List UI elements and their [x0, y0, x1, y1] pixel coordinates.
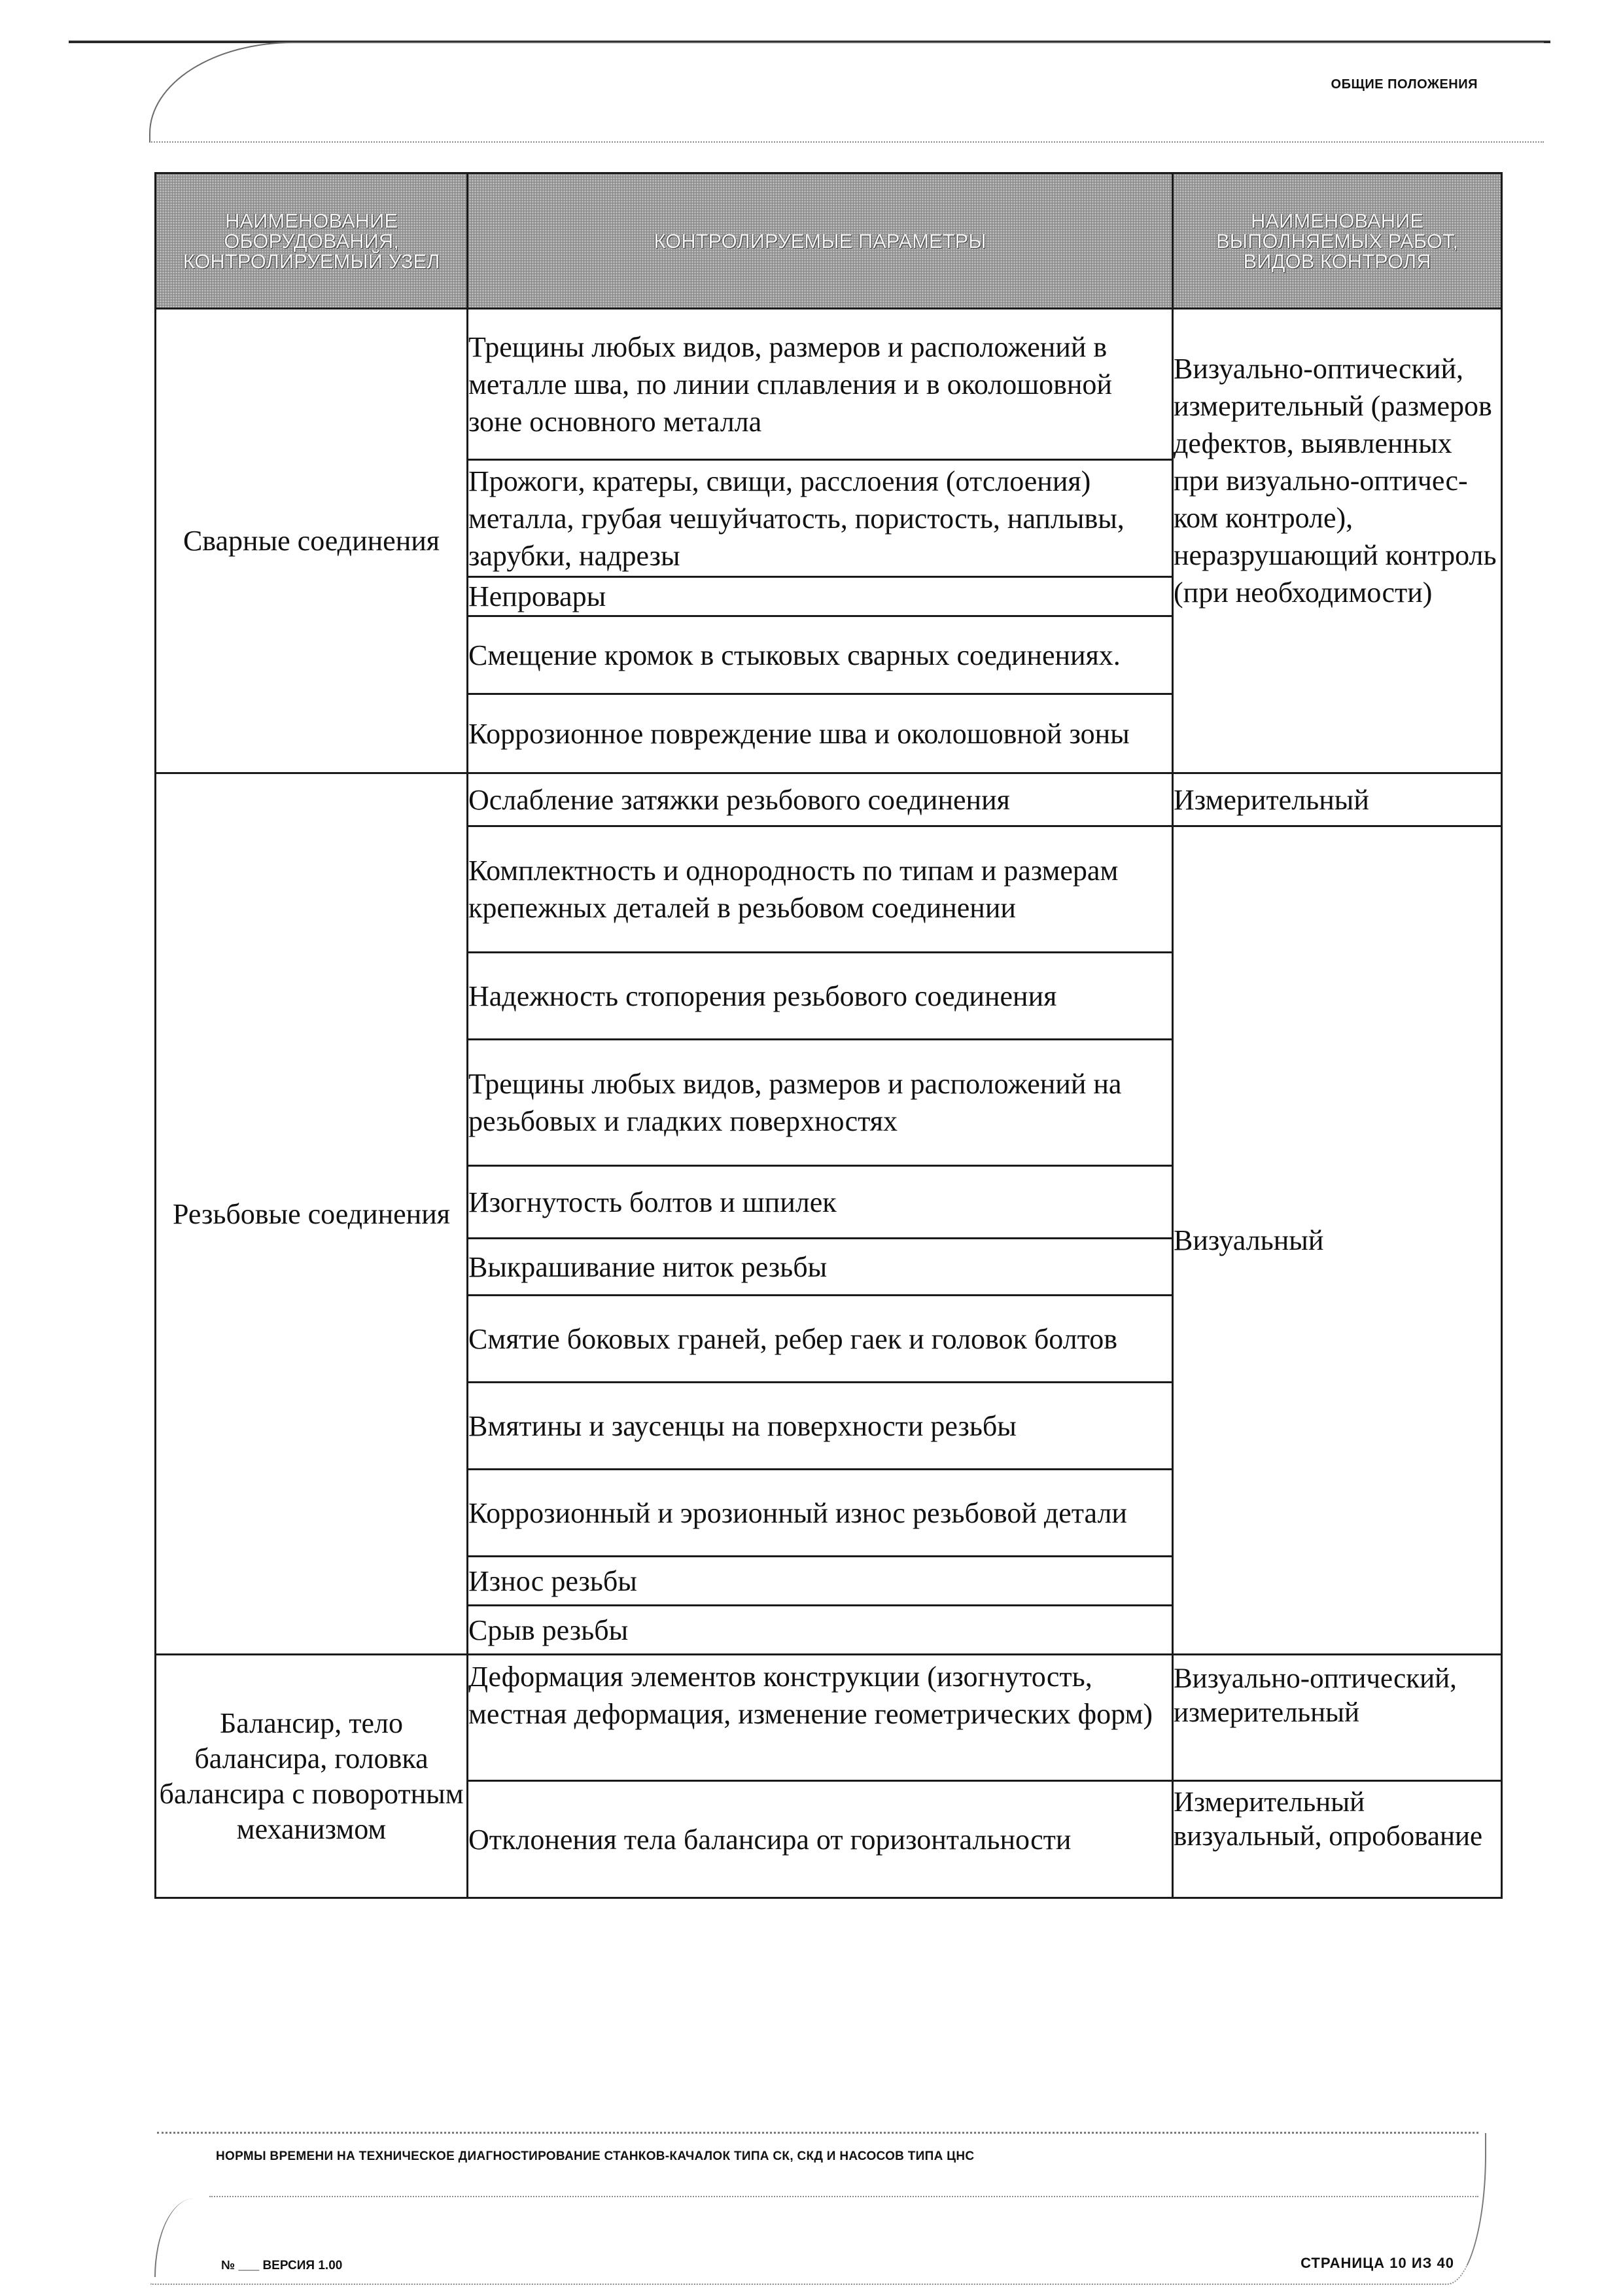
param-cell: Трещины любых видов, размеров и расположений в металле шва, по линии сплавления и в околошовной зоне основного металла: [468, 309, 1173, 460]
unit-cell: Резьбовые соединения: [156, 773, 468, 1655]
table-row: [156, 1655, 1502, 1781]
table-header-row: [156, 173, 1502, 309]
control-cell: Визуально-оптический, измерительный: [1173, 1655, 1502, 1781]
param-cell: Выкрашивание ниток резьбы: [468, 1239, 1173, 1296]
param-cell: Комплектность и однородность по типам и размерам крепежных деталей в резьбовом соединении: [468, 826, 1173, 953]
control-cell: Визуальный: [1173, 826, 1502, 1655]
page-number: СТРАНИЦА 10 ИЗ 40: [1300, 2255, 1454, 2271]
param-cell: Износ резьбы: [468, 1557, 1173, 1606]
table-row: [156, 773, 1502, 826]
param-cell: Смятие боковых граней, ребер гаек и головок болтов: [468, 1296, 1173, 1383]
unit-cell: Сварные соединения: [156, 309, 468, 773]
header-params: КОНТРОЛИРУЕМЫЕ ПАРАМЕТРЫ: [468, 173, 1173, 309]
unit-cell: Балансир, тело балансира, головка балансира с поворотным механизмом: [156, 1655, 468, 1898]
control-parameters-table: [154, 172, 1503, 1899]
header-control: НАИМЕНОВАНИЕ ВЫПОЛНЯЕМЫХ РАБОТ, ВИДОВ КОНТРОЛЯ: [1173, 173, 1502, 309]
control-cell: Измерительный визуальный, опробование: [1173, 1781, 1502, 1898]
control-cell: Измерительный: [1173, 773, 1502, 826]
param-cell: Коррозионный и эрозионный износ резьбовой детали: [468, 1470, 1173, 1557]
param-cell: Прожоги, кратеры, свищи, расслоения (отслоения) металла, грубая чешуйчатость, пористость, наплывы, зарубки, надрезы: [468, 460, 1173, 577]
document-title: НОРМЫ ВРЕМЕНИ НА ТЕХНИЧЕСКОЕ ДИАГНОСТИРОВАНИЕ СТАНКОВ-КАЧАЛОК ТИПА СК, СКД И НАСОСОВ ТИПА ЦНС: [216, 2149, 975, 2163]
param-cell: Ослабление затяжки резьбового соединения: [468, 773, 1173, 826]
param-cell: Срыв резьбы: [468, 1606, 1173, 1655]
param-cell: Вмятины и заусенцы на поверхности резьбы: [468, 1383, 1173, 1470]
param-cell: Деформация элементов конструкции (изогнутость, местная деформация, изменение геометрических форм): [468, 1655, 1173, 1781]
control-cell: Визуально-оптический, измерительный (размеров дефектов, выявленных при визуально-оптичес-ком контроле), неразрушающий контроль (при необходимости): [1173, 309, 1502, 773]
param-cell: Смещение кромок в стыковых сварных соединениях.: [468, 616, 1173, 694]
table-row: [156, 309, 1502, 460]
footer-rule-secondary: [209, 2196, 1478, 2197]
param-cell: Отклонения тела балансира от горизонтальности: [468, 1781, 1173, 1898]
param-cell: Трещины любых видов, размеров и расположений на резьбовых и гладких поверхностях: [468, 1040, 1173, 1166]
version-label: № ___ ВЕРСИЯ 1.00: [221, 2259, 343, 2272]
param-cell: Коррозионное повреждение шва и околошовной зоны: [468, 694, 1173, 773]
header-unit: НАИМЕНОВАНИЕ ОБОРУДОВАНИЯ, КОНТРОЛИРУЕМЫЙ УЗЕЛ: [156, 173, 468, 309]
header-decoration: [149, 42, 1544, 143]
section-title: ОБЩИЕ ПОЛОЖЕНИЯ: [1331, 77, 1478, 92]
param-cell: Надежность стопорения резьбового соединения: [468, 953, 1173, 1040]
param-cell: Изогнутость болтов и шпилек: [468, 1166, 1173, 1239]
param-cell: Непровары: [468, 577, 1173, 616]
